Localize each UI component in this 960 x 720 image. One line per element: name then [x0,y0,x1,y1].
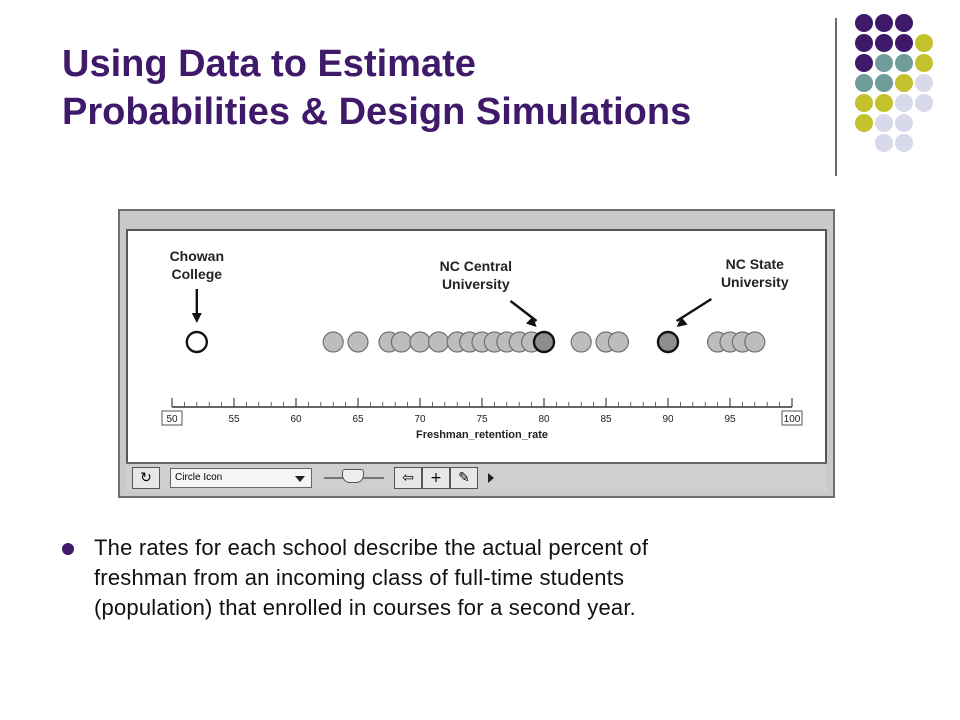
dot-plot-chart [128,231,825,471]
decorative-dot [855,34,873,52]
decorative-dot [875,94,893,112]
annotation-label: NC State [725,256,784,272]
decorative-dot [875,114,893,132]
dot-plot-panel [126,229,827,473]
annotation-label: Chowan [169,248,225,264]
annotation-arrowhead [192,313,202,323]
x-axis-tick-label: 70 [414,414,426,425]
data-point [429,332,449,352]
decorative-dot [895,94,913,112]
slide-title-line-1: Using Data to Estimate [62,43,476,85]
bullet-line-3: (population) that enrolled in courses for a second year. [94,595,636,620]
data-point [323,332,343,352]
add-button[interactable] [422,467,450,489]
data-point [658,332,678,352]
decorative-dot [855,54,873,72]
decorative-dot [895,114,913,132]
x-axis-tick-label: 50 [166,414,178,425]
data-point [608,332,628,352]
bullet-icon [62,543,74,555]
x-axis-tick-label: 65 [352,414,364,425]
annotation-label: University [441,276,510,292]
decorative-vertical-line [835,18,837,176]
pencil-icon: ✎ [458,470,470,486]
decorative-dot [915,74,933,92]
slide-title-line-2: Probabilities & Design Simulations [62,91,692,133]
edit-button[interactable] [450,467,478,489]
bullet-line-1: The rates for each school describe the actual percent of [94,535,649,560]
data-point [410,332,430,352]
decorative-dot [855,74,873,92]
decorative-dot [895,134,913,152]
x-axis-tick-label: 100 [783,414,801,425]
data-point [571,332,591,352]
decorative-dot [895,34,913,52]
annotation-arrowhead [677,317,688,327]
x-axis-tick-label: 95 [724,414,736,425]
decorative-dot [875,74,893,92]
bullet-paragraph [94,533,884,623]
data-point [534,332,554,352]
x-axis-tick-label: 80 [538,414,550,425]
data-point [187,332,207,352]
decorative-dot [875,34,893,52]
decorative-dot [895,74,913,92]
icon-type-dropdown[interactable] [170,468,312,488]
collection-window [118,209,835,498]
decorative-dot [875,14,893,32]
refresh-icon: ↻ [140,470,152,486]
x-axis-tick-label: 90 [662,414,674,425]
bullet-line-2: freshman from an incoming class of full-time students [94,565,625,590]
refresh-button[interactable] [132,467,160,489]
arrow-left-icon: ⇦ [402,470,414,486]
play-icon[interactable] [488,473,494,483]
decorative-dot [855,14,873,32]
annotation-label: University [720,274,789,290]
window-toolbar [126,462,827,492]
decorative-dot-grid [0,0,960,200]
icon-type-value: Circle Icon [175,472,223,483]
annotation-label: NC Central [439,258,512,274]
plus-icon: + [430,470,442,486]
back-button[interactable] [394,467,422,489]
decorative-dot [915,34,933,52]
decorative-dot [915,94,933,112]
x-axis-tick-label: 60 [290,414,302,425]
decorative-dot [855,114,873,132]
x-axis-tick-label: 55 [228,414,240,425]
x-axis-tick-label: 75 [476,414,488,425]
decorative-dot [915,54,933,72]
data-point [391,332,411,352]
decorative-dot [895,54,913,72]
x-axis-tick-label: 85 [600,414,612,425]
x-axis-label: Freshman_retention_rate [415,429,549,441]
chevron-down-icon [295,476,305,482]
slider-handle[interactable] [342,469,364,483]
decorative-dot [855,94,873,112]
decorative-dot [875,134,893,152]
annotation-label: College [171,266,223,282]
data-point [745,332,765,352]
data-point [348,332,368,352]
decorative-dot [895,14,913,32]
decorative-dot [875,54,893,72]
